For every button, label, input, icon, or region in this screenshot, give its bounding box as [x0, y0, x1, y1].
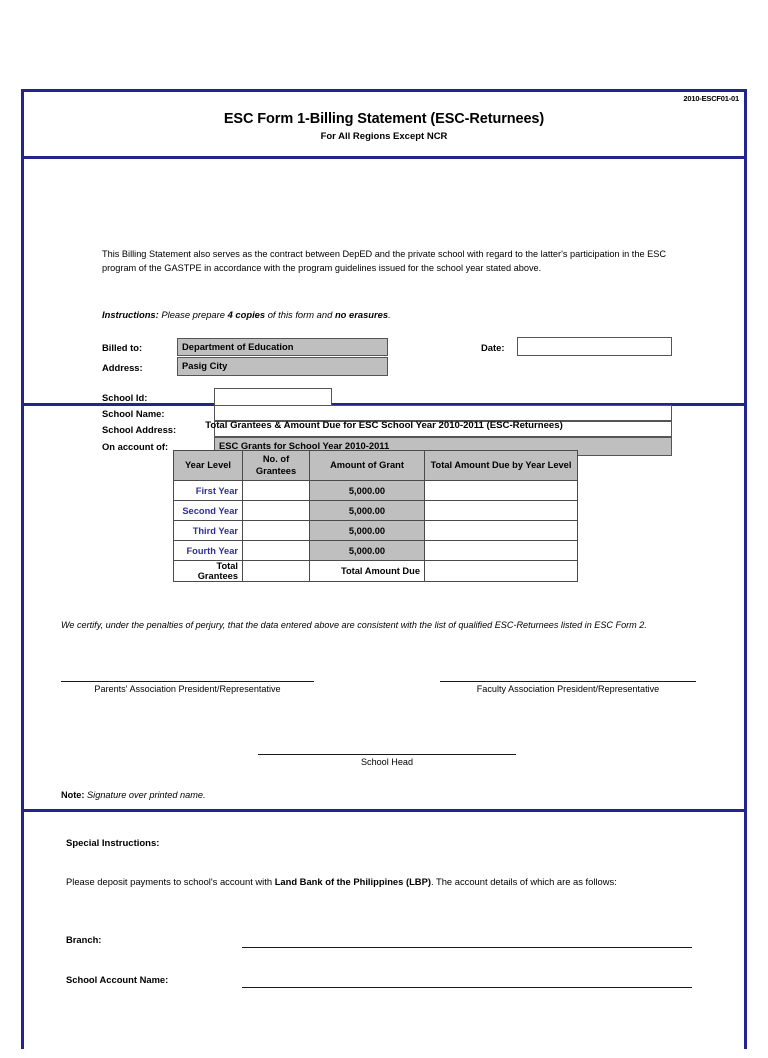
address-label: Address:	[102, 362, 143, 373]
input-no-of-grantees-third-year[interactable]	[243, 521, 310, 541]
deposit-instruction-text	[66, 876, 716, 887]
input-total-grantees[interactable]	[243, 561, 310, 582]
table-row	[174, 481, 578, 501]
table-header-row	[174, 451, 578, 481]
instructions-text-1: Please prepare	[158, 309, 228, 320]
form-code: 2010-ESCF01-01	[683, 94, 739, 103]
signature-caption-parents: Parents' Association President/Representative	[94, 684, 281, 694]
amount-of-grant-second-year: 5,000.00	[310, 501, 425, 521]
deposit-text-1: Please deposit payments to school's account with	[66, 876, 275, 887]
billed-to-value: Department of Education	[177, 338, 388, 356]
school-name-label: School Name:	[102, 408, 165, 419]
note-label: Note:	[61, 790, 85, 800]
note-text: Signature over printed name.	[84, 790, 206, 800]
input-total-due-third-year[interactable]	[425, 521, 578, 541]
grantees-table-title: Total Grantees & Amount Due for ESC School Year 2010-2011 (ESC-Returnees)	[205, 420, 563, 431]
signature-caption-faculty: Faculty Association President/Representative	[476, 684, 660, 694]
amount-of-grant-first-year: 5,000.00	[310, 481, 425, 501]
table-total-row	[174, 561, 578, 582]
input-no-of-grantees-first-year[interactable]	[243, 481, 310, 501]
signature-line-parents	[61, 681, 314, 682]
instructions-label: Instructions:	[102, 309, 159, 320]
instructions-text-3: .	[388, 309, 391, 320]
input-total-amount-due[interactable]	[425, 561, 578, 582]
table-row	[174, 521, 578, 541]
note-line	[61, 790, 206, 800]
signature-line-school-head	[258, 754, 516, 755]
row-label-first-year: First Year	[174, 481, 243, 501]
amount-of-grant-third-year: 5,000.00	[310, 521, 425, 541]
bank-name: Land Bank of the Philippines (LBP)	[274, 876, 431, 887]
input-no-of-grantees-fourth-year[interactable]	[243, 541, 310, 561]
table-row	[174, 501, 578, 521]
grantees-and-certification-section	[24, 406, 744, 812]
school-address-label: School Address:	[102, 424, 177, 435]
branch-label: Branch:	[66, 934, 102, 945]
label-total-amount-due: Total Amount Due	[310, 561, 425, 582]
date-input[interactable]	[517, 337, 672, 356]
instructions-text-2: of this form and	[265, 309, 335, 320]
on-account-of-value: ESC Grants for School Year 2010-2011	[214, 437, 672, 456]
instructions-line	[102, 309, 391, 320]
row-label-second-year: Second Year	[174, 501, 243, 521]
esc-form-1-document	[21, 89, 747, 1049]
row-label-total-grantees: Total Grantees	[174, 561, 243, 582]
row-label-fourth-year: Fourth Year	[174, 541, 243, 561]
column-header-no-of-grantees: No. of Grantees	[243, 451, 310, 481]
form-header-band	[24, 92, 744, 159]
input-total-due-first-year[interactable]	[425, 481, 578, 501]
amount-of-grant-fourth-year: 5,000.00	[310, 541, 425, 561]
school-id-input[interactable]	[214, 388, 332, 406]
billed-to-label: Billed to:	[102, 342, 143, 353]
special-instructions-title: Special Instructions:	[66, 838, 160, 849]
signature-caption-school-head: School Head	[360, 757, 414, 767]
date-label: Date:	[481, 342, 505, 353]
grantees-table	[173, 450, 578, 582]
row-label-third-year: Third Year	[174, 521, 243, 541]
input-no-of-grantees-second-year[interactable]	[243, 501, 310, 521]
instructions-no-erasures: no erasures	[334, 309, 389, 320]
page-subtitle: For All Regions Except NCR	[320, 131, 448, 142]
instructions-copies: 4 copies	[227, 309, 266, 320]
school-account-name-input[interactable]	[242, 987, 692, 988]
signature-line-faculty	[440, 681, 696, 682]
column-header-total-amount-due: Total Amount Due by Year Level	[425, 451, 578, 481]
address-value: Pasig City	[177, 357, 388, 376]
table-row	[174, 541, 578, 561]
input-total-due-fourth-year[interactable]	[425, 541, 578, 561]
branch-input[interactable]	[242, 947, 692, 948]
page-title: ESC Form 1-Billing Statement (ESC-Returnees)	[223, 111, 545, 127]
intro-paragraph: This Billing Statement also serves as the contract between DepED and the private school with regard to the latter's participation in the ESC program of the GASTPE in accordance with the program guidelines issued for the school year stated above.	[102, 249, 667, 273]
input-total-due-second-year[interactable]	[425, 501, 578, 521]
column-header-amount-of-grant: Amount of Grant	[310, 451, 425, 481]
deposit-text-2: . The account details of which are as follows:	[430, 876, 617, 887]
special-instructions-section	[24, 812, 744, 1058]
school-account-name-label: School Account Name:	[66, 974, 169, 985]
certification-paragraph: We certify, under the penalties of perjury, that the data entered above are consistent with the list of qualified ESC-Returnees listed in ESC Form 2.	[61, 620, 647, 630]
school-id-label: School Id:	[102, 392, 148, 403]
column-header-year-level: Year Level	[174, 451, 243, 481]
on-account-of-label: On account of:	[102, 441, 169, 452]
